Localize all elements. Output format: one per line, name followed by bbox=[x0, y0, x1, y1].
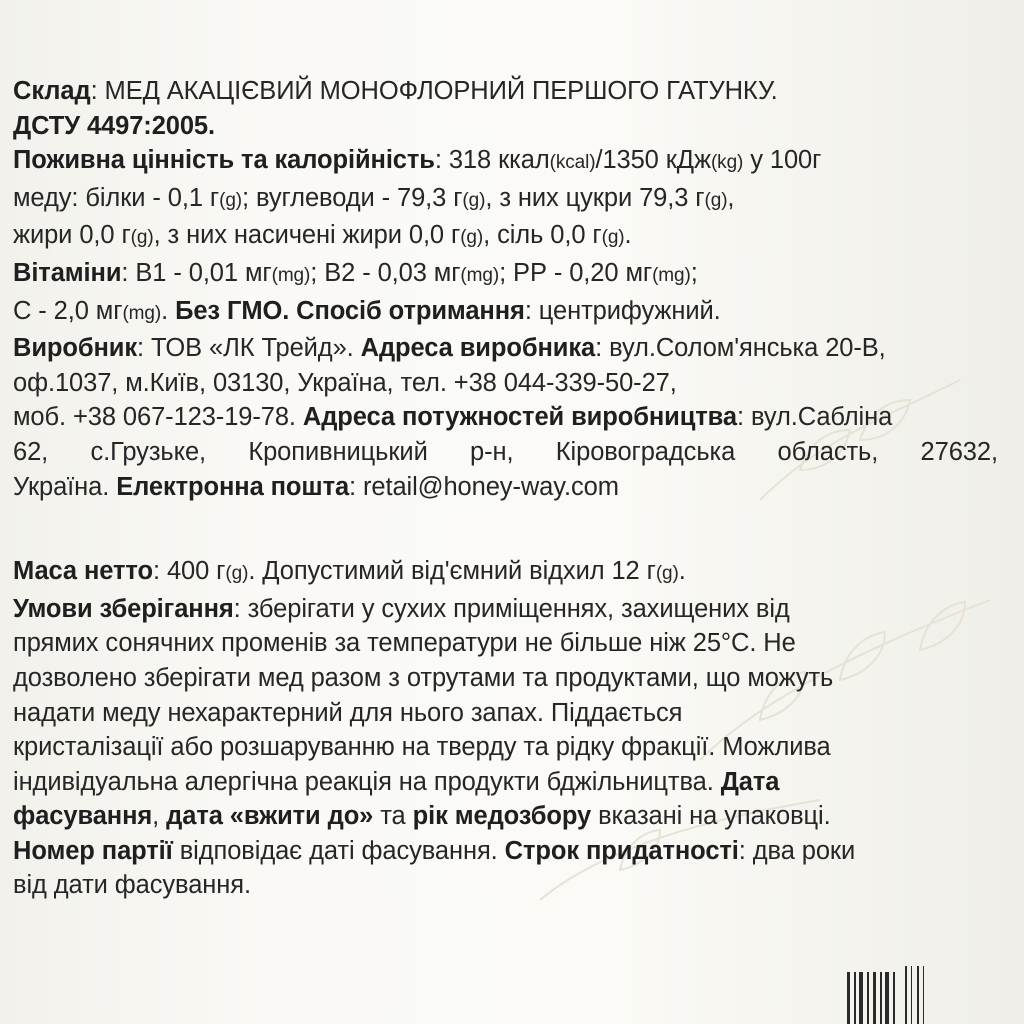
net-weight-line: Маса нетто: 400 г(g). Допустимий від'ємний відхил 12 г(g). bbox=[13, 557, 686, 586]
label-text bbox=[13, 74, 1013, 903]
storage-line-9: від дати фасування. bbox=[13, 871, 251, 900]
batch-label: Номер партії bbox=[13, 836, 173, 865]
storage-line-4: надати меду нехарактерний для нього запах. Піддається bbox=[13, 698, 683, 727]
nutrition-line-3: жири 0,0 г(g), з них насичені жири 0,0 г(g), сіль 0,0 г(g). bbox=[13, 221, 632, 250]
producer-line-5: Україна. Електронна пошта: retail@honey-way.com bbox=[13, 472, 619, 501]
email-label: Електронна пошта bbox=[116, 472, 350, 501]
email-value: : retail@honey-way.com bbox=[349, 472, 619, 501]
producer-line-1: Виробник: ТОВ «ЛК Трейд». Адреса виробника: вул.Солом'янська 20-В, bbox=[13, 334, 886, 363]
pack-date-label-a: Дата bbox=[720, 767, 780, 796]
pack-date-label-b: фасування bbox=[13, 802, 153, 831]
composition-label: Склад bbox=[13, 77, 91, 105]
gmo-free: Без ГМО. bbox=[175, 296, 290, 325]
standard-line: ДСТУ 4497:2005. bbox=[13, 111, 216, 140]
vitamins-line-1: Вітаміни: В1 - 0,01 мг(mg); В2 - 0,03 мг(mg); РР - 0,20 мг(mg); bbox=[13, 258, 698, 287]
storage-line-6: індивідуальна алергічна реакція на продукти бджільництва. Дата bbox=[13, 767, 780, 796]
composition-text: МЕД АКАЦІЄВИЙ МОНОФЛОРНИЙ ПЕРШОГО ГАТУНКУ. bbox=[104, 77, 778, 105]
facility-label: Адреса потужностей виробництва bbox=[302, 403, 738, 432]
shelf-life-label: Строк придатності bbox=[504, 836, 739, 865]
best-before-label: дата «вжити до» bbox=[166, 802, 374, 831]
storage-line-1: Умови зберігання: зберігати у сухих приміщеннях, захищених від bbox=[13, 594, 790, 623]
producer-line-3: моб. +38 067-123-19-78. Адреса потужностей виробництва: вул.Сабліна bbox=[13, 403, 893, 432]
producer-line-2: оф.1037, м.Київ, 03130, Україна, тел. +38 044-339-50-27, bbox=[13, 368, 677, 397]
producer-label: Виробник bbox=[13, 334, 138, 363]
nutrition-line-1: Поживна цінність та калорійність: 318 ккал(kcal)/1350 кДж(kg) у 100г bbox=[13, 146, 822, 175]
section-spacer bbox=[13, 504, 1013, 554]
producer-name: ТОВ «ЛК Трейд». bbox=[151, 334, 361, 363]
net-weight-label: Маса нетто bbox=[13, 557, 153, 586]
producer-mobile: моб. +38 067-123-19-78. bbox=[13, 403, 303, 432]
producer-line-4: 62, с.Грузьке, Кропивницький р-н, Кіровоградська область, 27632, bbox=[13, 437, 998, 466]
barcode-fragment bbox=[845, 966, 965, 1024]
storage-line-7: фасування, дата «вжити до» та рік медозбору вказані на упаковці. bbox=[13, 802, 831, 831]
vitamins-label: Вітаміни bbox=[13, 258, 122, 287]
storage-line-2: прямих сонячних променів за температури не більше ніж 25°С. Не bbox=[13, 629, 796, 658]
storage-line-5: кристалізації або розшаруванню на тверду та рідку фракції. Можлива bbox=[13, 733, 831, 762]
vitamins-line-2: С - 2,0 мг(mg). Без ГМО. Спосіб отримання: центрифужний. bbox=[13, 296, 721, 325]
method-label: Спосіб отримання bbox=[289, 296, 525, 325]
storage-label: Умови зберігання bbox=[13, 594, 234, 623]
storage-line-8: Номер партії відповідає даті фасування. Строк придатності: два роки bbox=[13, 836, 856, 865]
method-value: центрифужний. bbox=[538, 296, 721, 325]
composition-line: Склад: МЕД АКАЦІЄВИЙ МОНОФЛОРНИЙ ПЕРШОГО ГАТУНКУ. bbox=[13, 77, 778, 105]
nutrition-line-2: меду: білки - 0,1 г(g); вуглеводи - 79,3 г(g), з них цукри 79,3 г(g), bbox=[13, 183, 735, 212]
harvest-year-label: рік медозбору bbox=[412, 802, 592, 831]
producer-address-label: Адреса виробника bbox=[360, 334, 596, 363]
storage-line-3: дозволено зберігати мед разом з отрутами та продуктами, що можуть bbox=[13, 663, 834, 692]
nutrition-label: Поживна цінність та калорійність bbox=[13, 146, 435, 175]
